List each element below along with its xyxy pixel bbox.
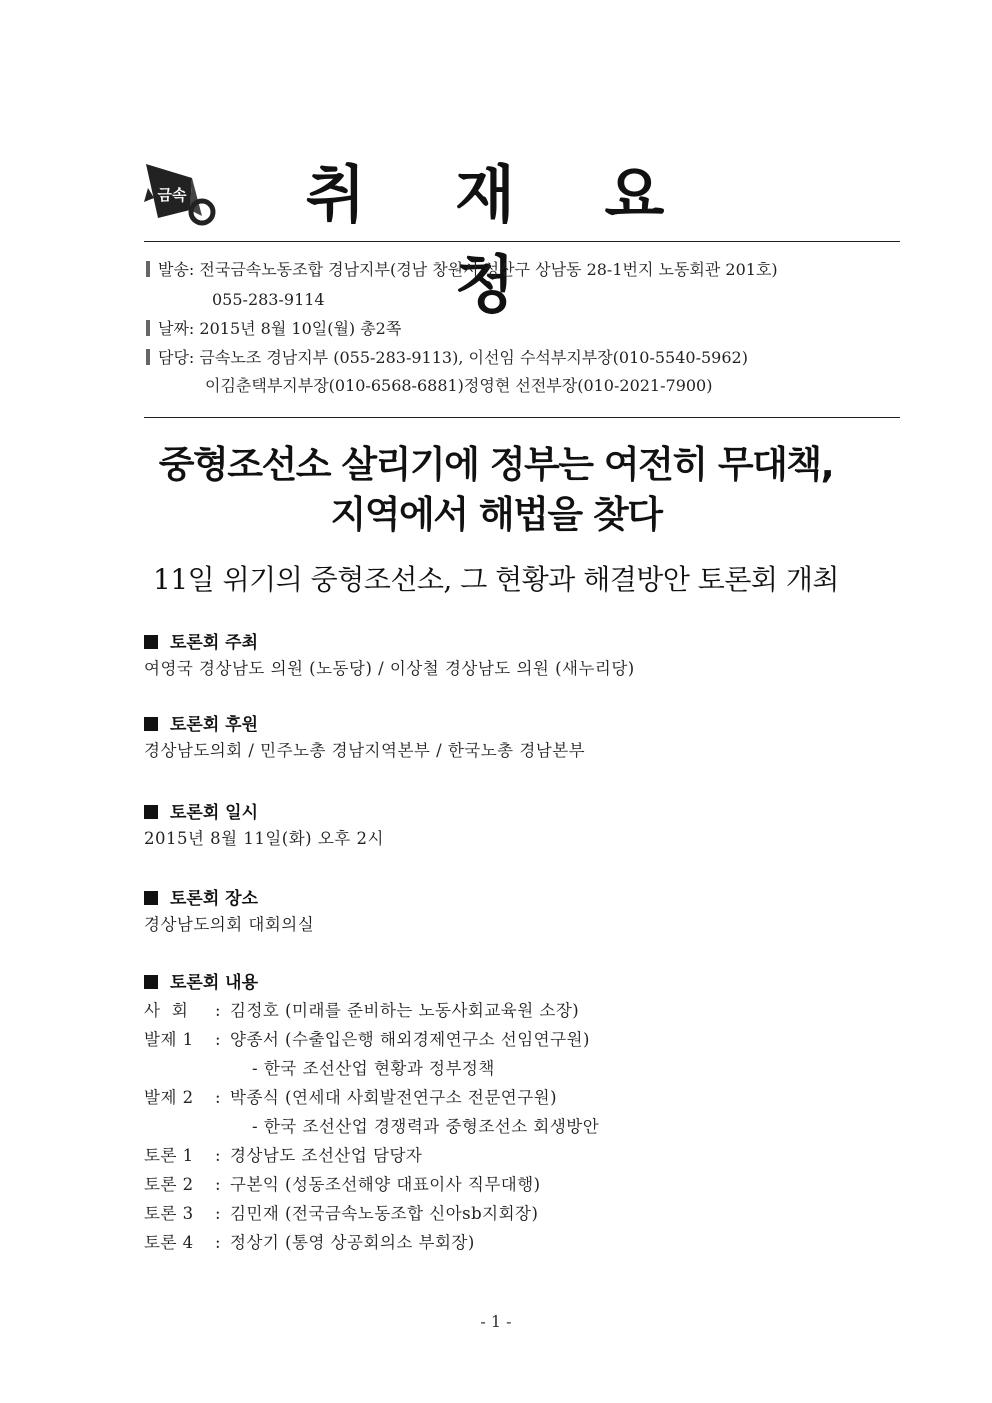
logo-text: 금속 xyxy=(157,186,187,204)
page-number: - 1 - xyxy=(480,1312,512,1331)
program-role: 사 회 xyxy=(144,1001,189,1020)
program-row-presenter-2 xyxy=(144,1083,904,1112)
program-topic-1: - 한국 조선산업 현황과 정부정책 xyxy=(252,1059,495,1078)
square-bullet-icon xyxy=(144,891,158,905)
program-role: 토론 4 xyxy=(144,1233,194,1252)
program-person: 구본익 (성동조선해양 대표이사 직무대행) xyxy=(230,1175,541,1194)
section-datetime-body: 2015년 8월 11일(화) 오후 2시 xyxy=(144,829,384,848)
section-venue xyxy=(144,886,904,938)
program-role: 토론 3 xyxy=(144,1204,194,1223)
meta-sender-label: 발송: xyxy=(158,260,195,279)
program-person: 김민재 (전국금속노동조합 신아sb지회장) xyxy=(230,1204,539,1223)
meta-contact-secondary: 이김춘택부지부장(010-6568-6881)정영현 선전부장(010-2021-7900) xyxy=(205,376,713,395)
bullet-mark xyxy=(146,320,150,336)
program-person: 양종서 (수출입은행 해외경제연구소 선임연구원) xyxy=(230,1030,590,1049)
meta-date-value: 2015년 8월 10일(월) 총2쪽 xyxy=(199,319,402,338)
meta-contact xyxy=(146,344,748,372)
header-divider-top xyxy=(144,241,900,242)
meta-sender-phone: 055-283-9114 xyxy=(212,290,325,309)
meta-date xyxy=(146,315,401,343)
section-program-title: 토론회 내용 xyxy=(170,973,259,993)
section-host-title: 토론회 주최 xyxy=(170,633,259,653)
program-separator: : xyxy=(214,1030,222,1049)
section-datetime-heading xyxy=(144,800,904,826)
press-subtitle: 11일 위기의 중형조선소, 그 현황과 해결방안 토론회 개최 xyxy=(153,563,839,596)
headline-line-2: 지역에서 해법을 찾다 xyxy=(330,493,662,536)
program-separator: : xyxy=(214,1175,222,1194)
program-row-panel-2 xyxy=(144,1170,904,1199)
program-row-panel-4 xyxy=(144,1228,904,1257)
section-host-heading xyxy=(144,630,904,656)
union-logo xyxy=(140,158,228,226)
program-role: 토론 2 xyxy=(144,1175,194,1194)
section-host xyxy=(144,630,904,682)
bullet-mark xyxy=(146,349,150,365)
program-role: 발제 1 xyxy=(144,1030,194,1049)
program-row-moderator xyxy=(144,996,904,1025)
program-row-presenter-1 xyxy=(144,1025,904,1054)
section-host-body: 여영국 경상남도 의원 (노동당) / 이상철 경상남도 의원 (새누리당) xyxy=(144,659,635,678)
header-divider-bottom xyxy=(144,417,900,418)
press-headline xyxy=(144,440,848,540)
meta-contact-value: 금속노조 경남지부 (055-283-9113), 이선임 수석부지부장(010-5540-5962) xyxy=(199,348,748,367)
meta-date-label: 날짜: xyxy=(158,319,195,338)
meta-contact-label: 담당: xyxy=(158,348,195,367)
section-program-heading xyxy=(144,970,904,996)
section-venue-heading xyxy=(144,886,904,912)
program-separator: : xyxy=(214,1001,222,1020)
section-venue-title: 토론회 장소 xyxy=(170,889,259,909)
section-venue-body: 경상남도의회 대회의실 xyxy=(144,915,315,934)
program-person: 박종식 (연세대 사회발전연구소 전문연구원) xyxy=(230,1088,558,1107)
square-bullet-icon xyxy=(144,717,158,731)
program-separator: : xyxy=(214,1088,222,1107)
section-datetime xyxy=(144,800,904,852)
square-bullet-icon xyxy=(144,635,158,649)
program-separator: : xyxy=(214,1233,222,1252)
union-logo-graphic xyxy=(140,158,228,226)
square-bullet-icon xyxy=(144,975,158,989)
section-program xyxy=(144,970,904,1257)
square-bullet-icon xyxy=(144,805,158,819)
meta-sender xyxy=(146,256,778,284)
program-person: 정상기 (통영 상공회의소 부회장) xyxy=(230,1233,475,1252)
program-topic-2: - 한국 조선산업 경쟁력과 중형조선소 회생방안 xyxy=(252,1117,600,1136)
section-sponsor-title: 토론회 후원 xyxy=(170,715,259,735)
section-sponsor xyxy=(144,712,904,764)
program-row-panel-1 xyxy=(144,1141,904,1170)
headline-line-1: 중형조선소 살리기에 정부는 여전히 무대책, xyxy=(158,443,834,486)
section-datetime-title: 토론회 일시 xyxy=(170,803,259,823)
meta-sender-value: 전국금속노동조합 경남지부(경남 창원시 성산구 상남동 28-1번지 노동회관 201호) xyxy=(199,260,778,279)
program-person: 김정호 (미래를 준비하는 노동사회교육원 소장) xyxy=(230,1001,580,1020)
document-title: 취 재 요 청 xyxy=(305,158,699,321)
program-role: 발제 2 xyxy=(144,1088,194,1107)
section-sponsor-heading xyxy=(144,712,904,738)
bullet-mark xyxy=(146,261,150,277)
program-person: 경상남도 조선산업 담당자 xyxy=(230,1146,423,1165)
section-sponsor-body: 경상남도의회 / 민주노총 경남지역본부 / 한국노총 경남본부 xyxy=(144,741,586,760)
program-role: 토론 1 xyxy=(144,1146,194,1165)
program-separator: : xyxy=(214,1204,222,1223)
program-row-panel-3 xyxy=(144,1199,904,1228)
program-separator: : xyxy=(214,1146,222,1165)
